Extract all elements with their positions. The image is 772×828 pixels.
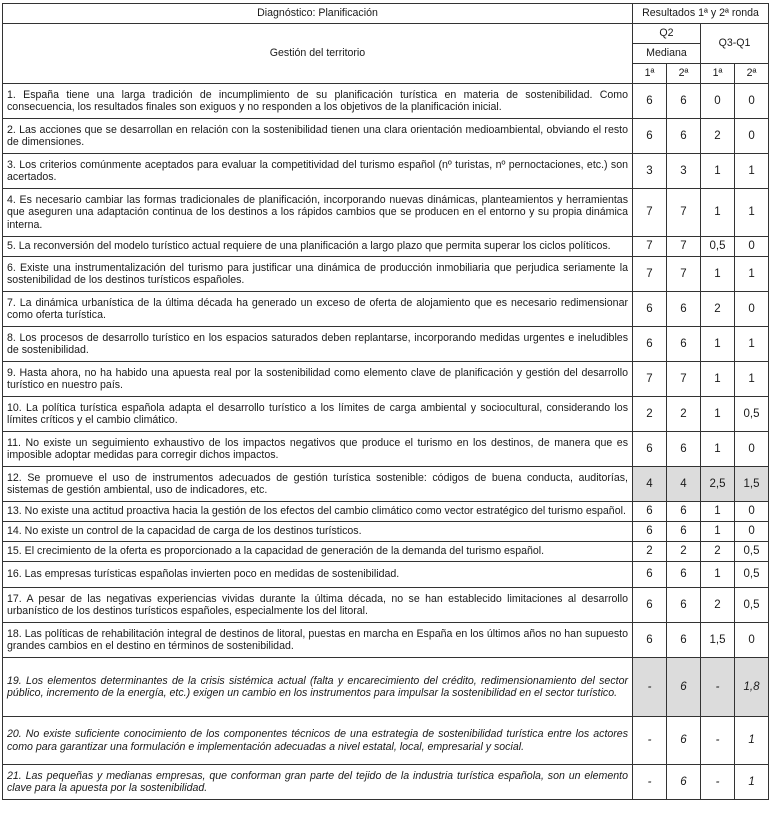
statement-cell: 17. A pesar de las negativas experiencias vividas durante la última década, no se han establecido limitaciones al desarrollo urbanístico de los destinos turísticos españoles, especialmente los del litoral. — [3, 588, 633, 623]
table-row — [3, 432, 769, 467]
iqr-round-2-cell: 0 — [735, 522, 769, 542]
table-row — [3, 467, 769, 502]
median-round-1-cell: 6 — [633, 562, 667, 588]
round-2-median-header: 2ª — [667, 64, 701, 84]
statement-cell: 2. Las acciones que se desarrollan en relación con la sostenibilidad tienen una clara orientación medioambiental, obviando el resto de dimensiones. — [3, 119, 633, 154]
iqr-round-2-cell: 0,5 — [735, 562, 769, 588]
median-round-1-cell: 7 — [633, 237, 667, 257]
median-round-2-cell: 6 — [667, 562, 701, 588]
table-row — [3, 542, 769, 562]
iqr-round-1-cell: 2 — [701, 292, 735, 327]
median-round-2-cell: 6 — [667, 658, 701, 717]
statement-cell: 6. Existe una instrumentalización del turismo para justificar una dinámica de producción inmobiliaria que perjudica seriamente la sostenibilidad de los destinos turísticos españoles. — [3, 257, 633, 292]
median-round-2-cell: 6 — [667, 717, 701, 765]
statement-cell: 9. Hasta ahora, no ha habido una apuesta real por la sostenibilidad como elemento clave de planificación y gestión del desarrollo turístico en nuestro país. — [3, 362, 633, 397]
iqr-round-2-cell: 1 — [735, 765, 769, 800]
table-row — [3, 119, 769, 154]
statement-cell: 11. No existe un seguimiento exhaustivo de los impactos negativos que produce el turismo en los destinos, de manera que es imposible adoptar medidas para corregir dichos impactos. — [3, 432, 633, 467]
iqr-round-1-cell: - — [701, 765, 735, 800]
round-2-iqr-header: 2ª — [735, 64, 769, 84]
median-round-1-cell: 3 — [633, 154, 667, 189]
iqr-round-1-cell: 0,5 — [701, 237, 735, 257]
median-round-1-cell: 2 — [633, 542, 667, 562]
statement-cell: 5. La reconversión del modelo turístico actual requiere de una planificación a largo plazo que permita superar los ciclos políticos. — [3, 237, 633, 257]
iqr-round-2-cell: 0 — [735, 292, 769, 327]
iqr-round-2-cell: 1 — [735, 154, 769, 189]
table-row — [3, 237, 769, 257]
median-round-2-cell: 6 — [667, 84, 701, 119]
median-round-1-cell: 6 — [633, 623, 667, 658]
table-row — [3, 84, 769, 119]
iqr-round-2-cell: 0,5 — [735, 588, 769, 623]
iqr-round-1-cell: 1 — [701, 522, 735, 542]
median-round-1-cell: 7 — [633, 362, 667, 397]
median-round-2-cell: 6 — [667, 327, 701, 362]
iqr-round-1-cell: 2 — [701, 542, 735, 562]
iqr-round-1-cell: 1 — [701, 502, 735, 522]
iqr-round-2-cell: 1 — [735, 257, 769, 292]
statement-cell: 10. La política turística española adapta el desarrollo turístico a los límites de carga ambiental y sociocultural, considerando los límites críticos y el cambio climático. — [3, 397, 633, 432]
statement-cell: 12. Se promueve el uso de instrumentos adecuados de gestión turística sostenible: códigos de buena conducta, auditorías, sistemas de gestión ambiental, uso de indicadores, etc. — [3, 467, 633, 502]
section-header: Gestión del territorio — [3, 24, 633, 84]
iqr-round-2-cell: 1 — [735, 189, 769, 237]
median-round-2-cell: 6 — [667, 522, 701, 542]
median-round-2-cell: 7 — [667, 237, 701, 257]
iqr-round-1-cell: 1 — [701, 327, 735, 362]
iqr-round-2-cell: 1,8 — [735, 658, 769, 717]
table-row — [3, 623, 769, 658]
iqr-round-1-cell: 1 — [701, 432, 735, 467]
median-round-1-cell: 6 — [633, 84, 667, 119]
statement-cell: 3. Los criterios comúnmente aceptados para evaluar la competitividad del turismo español (nº turistas, nº pernoctaciones, etc.) son acertados. — [3, 154, 633, 189]
planning-diagnosis-table — [2, 3, 769, 800]
iqr-round-1-cell: 2 — [701, 119, 735, 154]
table-row — [3, 327, 769, 362]
iqr-round-1-cell: 1 — [701, 562, 735, 588]
iqr-round-2-cell: 1 — [735, 362, 769, 397]
round-1-median-header: 1ª — [633, 64, 667, 84]
median-round-1-cell: - — [633, 658, 667, 717]
table-wrapper — [2, 3, 768, 800]
iqr-round-1-cell: 1 — [701, 397, 735, 432]
median-round-1-cell: 6 — [633, 292, 667, 327]
table-row — [3, 292, 769, 327]
table-row — [3, 765, 769, 800]
median-round-1-cell: 6 — [633, 502, 667, 522]
statement-cell: 4. Es necesario cambiar las formas tradicionales de planificación, incorporando nuevas dinámicas, planteamientos y herramientas que aseguren una adaptación continua de los destinos a los rápidos cambios que se producen en el entorno y su propia dinámica interna. — [3, 189, 633, 237]
median-round-2-cell: 6 — [667, 588, 701, 623]
median-round-1-cell: 6 — [633, 522, 667, 542]
median-round-1-cell: 6 — [633, 119, 667, 154]
statement-cell: 18. Las políticas de rehabilitación integral de destinos de litoral, puestas en marcha en España en los últimos años no han supuesto grandes cambios en el destino en términos de sostenibilidad. — [3, 623, 633, 658]
iqr-round-2-cell: 0 — [735, 119, 769, 154]
round-1-iqr-header: 1ª — [701, 64, 735, 84]
table-row — [3, 189, 769, 237]
table-row — [3, 154, 769, 189]
median-round-2-cell: 6 — [667, 119, 701, 154]
statement-cell: 19. Los elementos determinantes de la crisis sistémica actual (falta y encarecimiento del crédito, redimensionamiento del sector público, incremento de la energía, etc.) exigen un cambio en los instrumentos para impulsar la sostenibilidad en el sector turístico. — [3, 658, 633, 717]
statement-cell: 7. La dinámica urbanística de la última década ha generado un exceso de oferta de alojamiento que es necesario redimensionar como oferta turística. — [3, 292, 633, 327]
median-round-2-cell: 7 — [667, 189, 701, 237]
iqr-round-2-cell: 1,5 — [735, 467, 769, 502]
median-round-2-cell: 3 — [667, 154, 701, 189]
table-row — [3, 502, 769, 522]
median-round-2-cell: 6 — [667, 623, 701, 658]
statement-cell: 20. No existe suficiente conocimiento de los componentes técnicos de una estrategia de sostenibilidad turística entre los actores como para garantizar una formulación e implementación adecuadas a nivel estatal, local, empresarial y social. — [3, 717, 633, 765]
iqr-round-1-cell: - — [701, 717, 735, 765]
iqr-round-1-cell: 1 — [701, 154, 735, 189]
median-round-2-cell: 7 — [667, 257, 701, 292]
statement-cell: 13. No existe una actitud proactiva hacia la gestión de los efectos del cambio climático como vector estratégico del turismo español. — [3, 502, 633, 522]
iqr-round-1-cell: 1 — [701, 362, 735, 397]
iqr-header: Q3-Q1 — [701, 24, 769, 64]
q2-header: Q2 — [633, 24, 701, 44]
statement-cell: 15. El crecimiento de la oferta es proporcionado a la capacidad de generación de la demanda del turismo español. — [3, 542, 633, 562]
statement-cell: 1. España tiene una larga tradición de incumplimiento de su planificación turística en materia de sostenibilidad. Como consecuencia, los resultados finales son exiguos y no responden a los objetivos de la planificación inicial. — [3, 84, 633, 119]
table-body — [3, 84, 769, 800]
median-round-1-cell: - — [633, 717, 667, 765]
median-round-2-cell: 2 — [667, 397, 701, 432]
table-title: Diagnóstico: Planificación — [3, 4, 633, 24]
table-row — [3, 658, 769, 717]
table-row — [3, 588, 769, 623]
median-round-1-cell: 7 — [633, 257, 667, 292]
iqr-round-2-cell: 0 — [735, 432, 769, 467]
median-round-2-cell: 6 — [667, 292, 701, 327]
iqr-round-1-cell: 0 — [701, 84, 735, 119]
median-round-2-cell: 6 — [667, 432, 701, 467]
iqr-round-2-cell: 0 — [735, 623, 769, 658]
iqr-round-2-cell: 0,5 — [735, 397, 769, 432]
table-row — [3, 522, 769, 542]
median-round-2-cell: 6 — [667, 502, 701, 522]
median-round-2-cell: 2 — [667, 542, 701, 562]
statement-cell: 21. Las pequeñas y medianas empresas, que conforman gran parte del tejido de la industria turística española, son un elemento clave para la apuesta por la sostenibilidad. — [3, 765, 633, 800]
iqr-round-2-cell: 0 — [735, 237, 769, 257]
table-row — [3, 717, 769, 765]
iqr-round-2-cell: 1 — [735, 327, 769, 362]
median-round-1-cell: 2 — [633, 397, 667, 432]
median-round-1-cell: 6 — [633, 588, 667, 623]
median-round-1-cell: - — [633, 765, 667, 800]
iqr-round-1-cell: 2 — [701, 588, 735, 623]
iqr-round-2-cell: 0,5 — [735, 542, 769, 562]
median-round-2-cell: 4 — [667, 467, 701, 502]
median-header: Mediana — [633, 44, 701, 64]
table-row — [3, 397, 769, 432]
statement-cell: 14. No existe un control de la capacidad de carga de los destinos turísticos. — [3, 522, 633, 542]
iqr-round-2-cell: 0 — [735, 502, 769, 522]
table-row — [3, 257, 769, 292]
iqr-round-2-cell: 1 — [735, 717, 769, 765]
median-round-1-cell: 7 — [633, 189, 667, 237]
iqr-round-1-cell: 1 — [701, 257, 735, 292]
median-round-2-cell: 7 — [667, 362, 701, 397]
iqr-round-2-cell: 0 — [735, 84, 769, 119]
median-round-1-cell: 6 — [633, 327, 667, 362]
table-row — [3, 362, 769, 397]
median-round-1-cell: 4 — [633, 467, 667, 502]
iqr-round-1-cell: - — [701, 658, 735, 717]
iqr-round-1-cell: 2,5 — [701, 467, 735, 502]
table-row — [3, 562, 769, 588]
median-round-1-cell: 6 — [633, 432, 667, 467]
iqr-round-1-cell: 1,5 — [701, 623, 735, 658]
statement-cell: 8. Los procesos de desarrollo turístico en los espacios saturados deben replantarse, incorporando medidas urgentes e ineludibles de sostenibilidad. — [3, 327, 633, 362]
median-round-2-cell: 6 — [667, 765, 701, 800]
iqr-round-1-cell: 1 — [701, 189, 735, 237]
results-header: Resultados 1ª y 2ª ronda — [633, 4, 769, 24]
statement-cell: 16. Las empresas turísticas españolas invierten poco en medidas de sostenibilidad. — [3, 562, 633, 588]
